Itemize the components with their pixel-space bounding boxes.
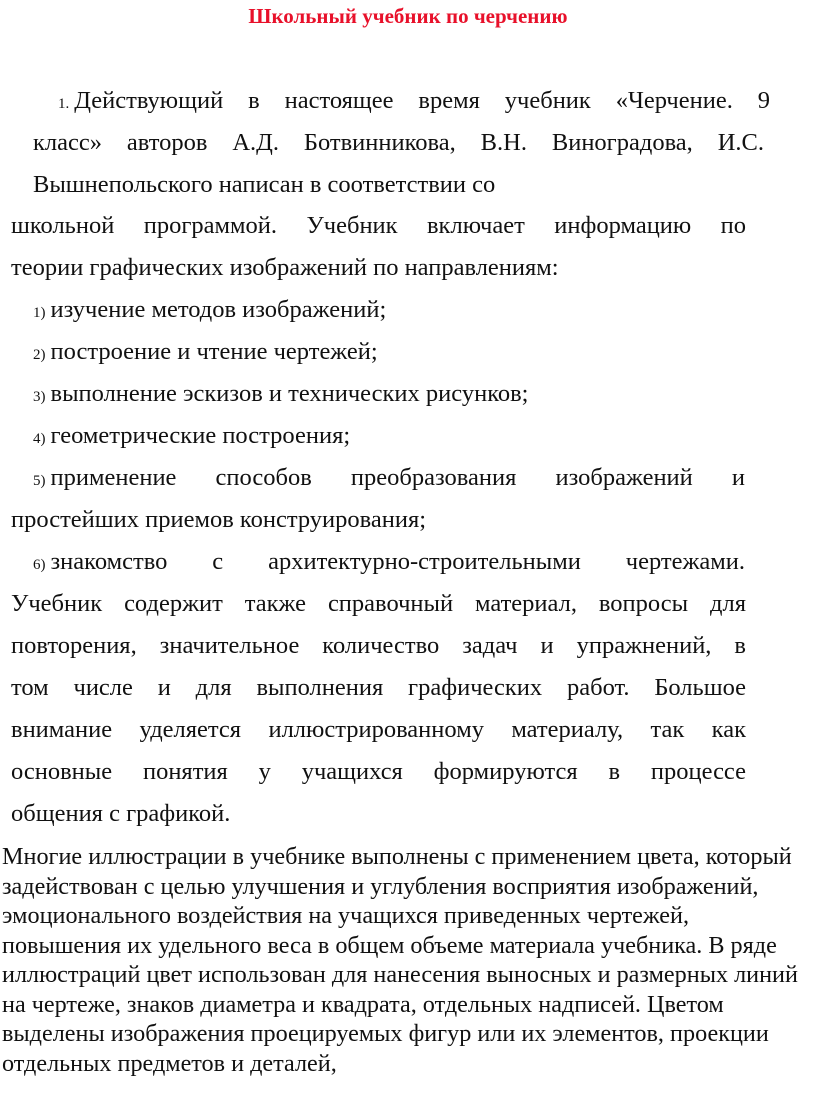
list-item: 6) знакомство с архитектурно-строительными чертежами. [33,548,745,575]
paragraph-line: Учебник содержит также справочный материал, вопросы для [11,590,746,617]
paragraph-line: том числе и для выполнения графических работ. Большое [11,674,746,701]
page-title: Школьный учебник по черчению [248,4,568,28]
paragraph-line: теории графических изображений по направлениям: [11,254,559,281]
list-item: 5) применение способов преобразования изображений и [33,464,745,491]
paragraph-line: школьной программой. Учебник включает информацию по [11,212,746,239]
list-item: 3) выполнение эскизов и технических рисунков; [33,380,529,407]
list-item: 2) построение и чтение чертежей; [33,338,378,365]
list-item: 4) геометрические построения; [33,422,351,449]
list-item-continuation: простейших приемов конструирования; [11,506,427,533]
paragraph-line: внимание уделяется иллюстрированному материалу, так как [11,716,746,743]
list-item: 1) изучение методов изображений; [33,296,387,323]
paragraph-number: 1. [58,96,70,112]
paragraph-line: класс» авторов А.Д. Ботвинникова, В.Н. Виноградова, И.С. [33,129,764,156]
paragraph-color-usage: Многие иллюстрации в учебнике выполнены с применением цвета, который задействован с целью улучшения и углубления восприятия изображений, эмоционального воздействия на учащихся приведенных чертежей, повышения их удельного веса в общем объеме материала учебника. В ряде иллюстраций цвет использован для нанесения выносных и размерных линий на чертеже, знаков диаметра и квадрата, отдельных надписей. Цветом выделены изображения проецируемых фигур или их элементов, проекции отдельных предметов и деталей, [2,843,798,1077]
paragraph-line: общения с графикой. [11,800,231,827]
paragraph-line: Вышнепольского написан в соответствии со [33,171,496,198]
paragraph-line: повторения, значительное количество задач и упражнений, в [11,632,746,659]
paragraph-line: основные понятия у учащихся формируются в процессе [11,758,746,785]
paragraph-line: 1. Действующий в настоящее время учебник «Черчение. 9 [58,87,770,114]
